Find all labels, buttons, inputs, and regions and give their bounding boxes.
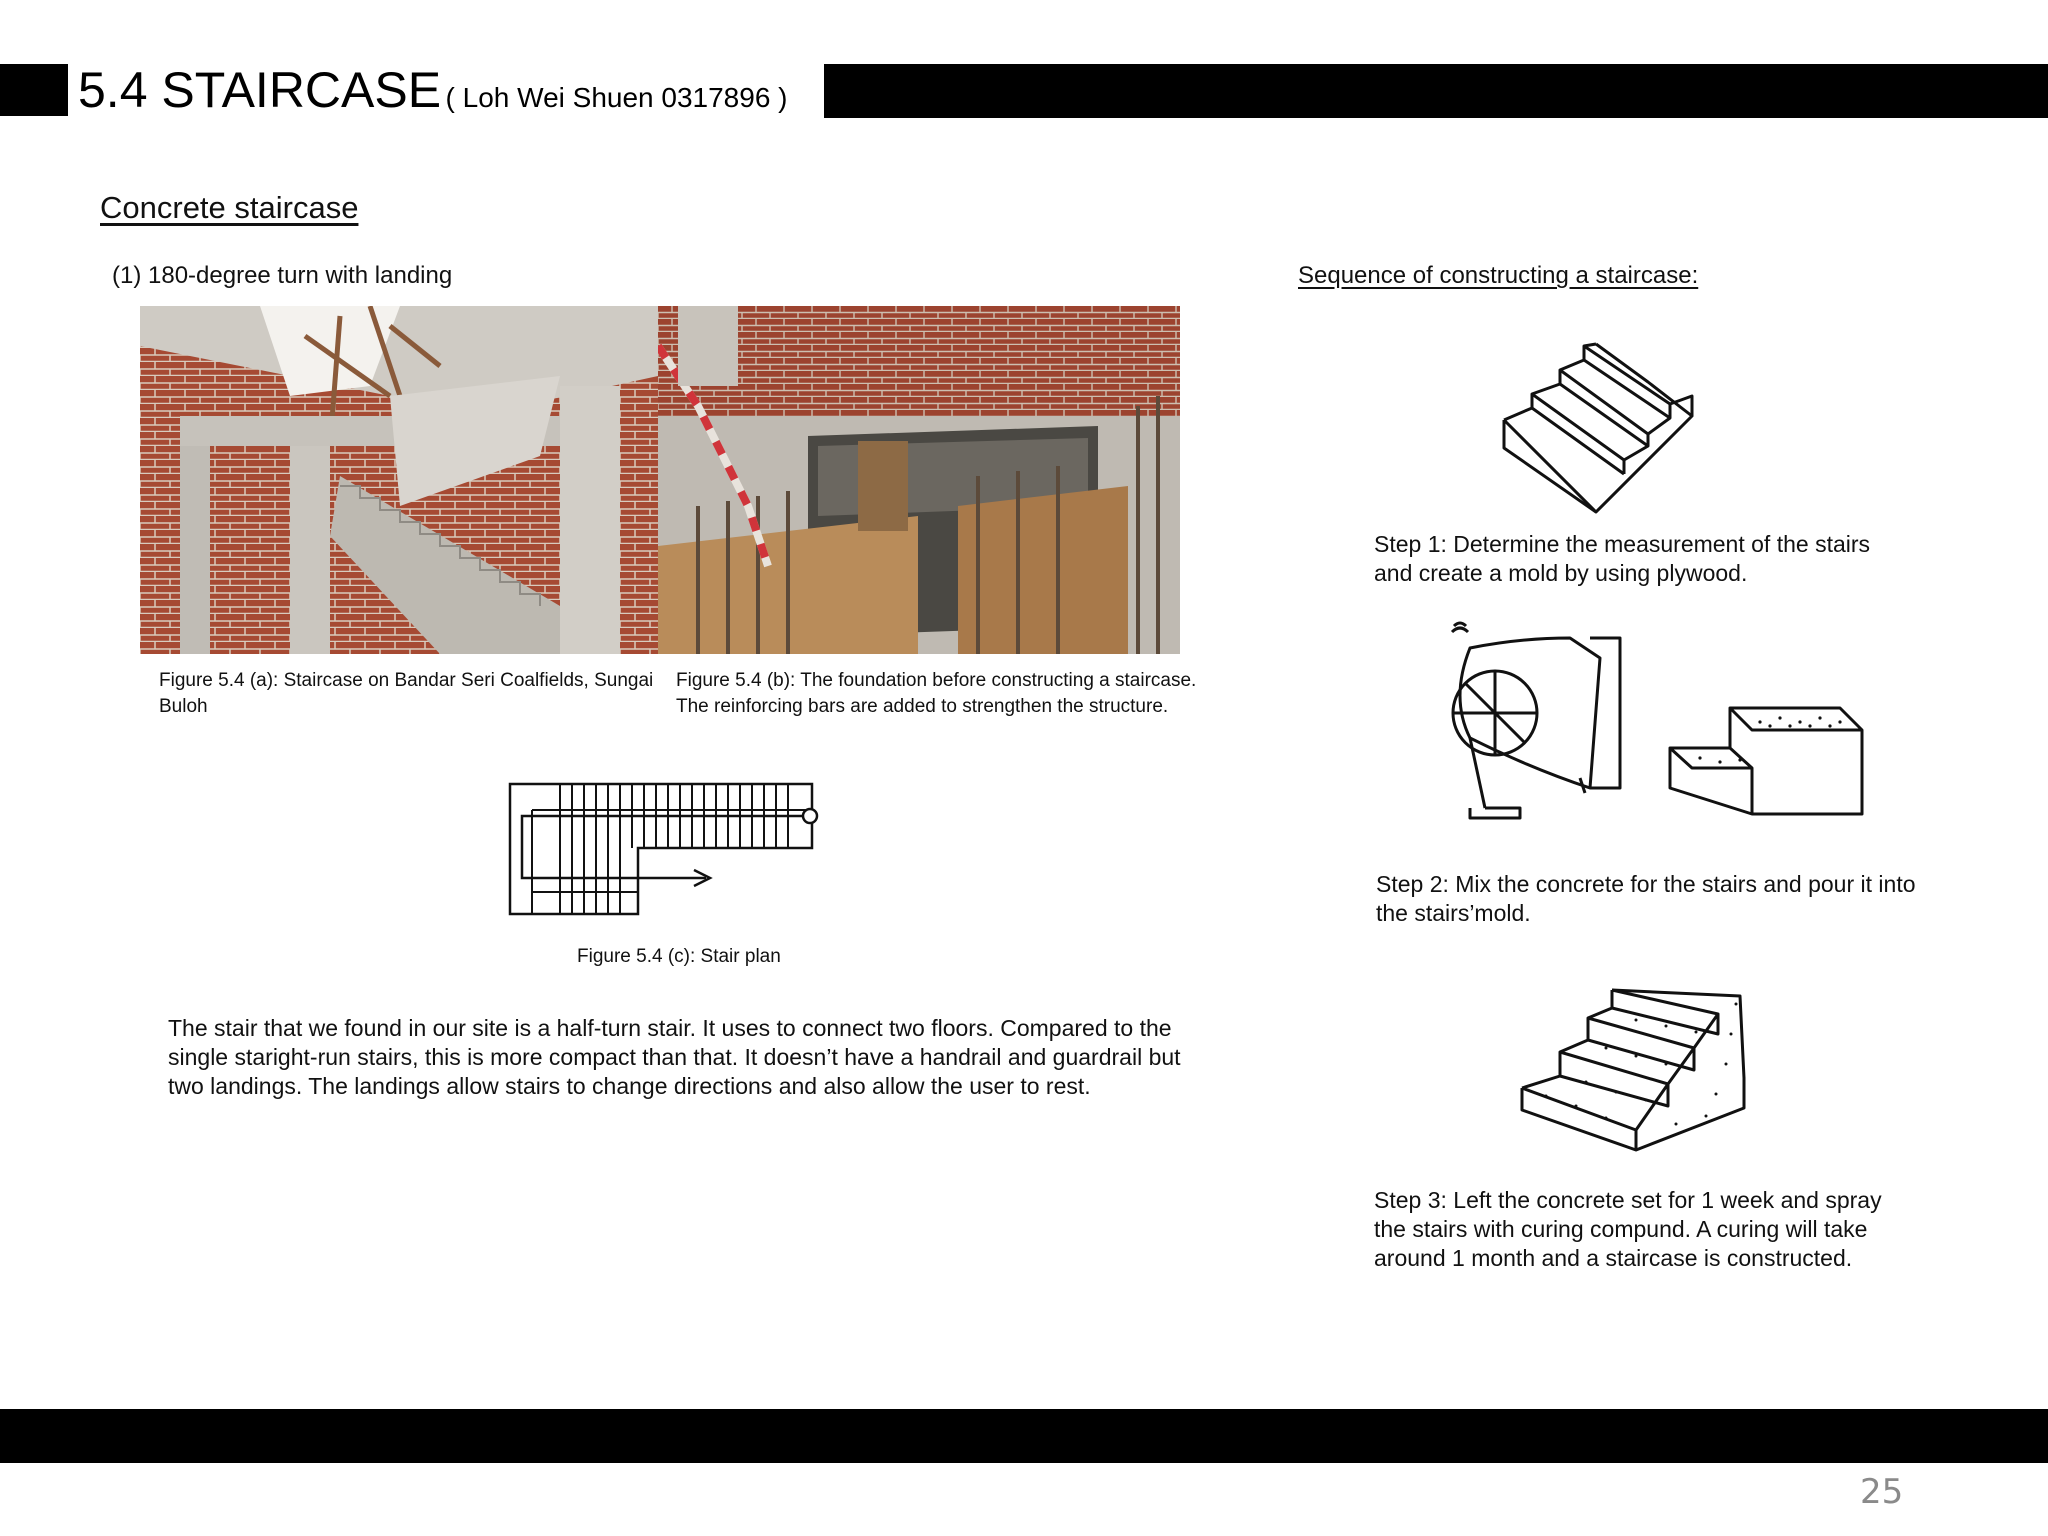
author-text: ( Loh Wei Shuen 0317896 ): [445, 82, 788, 113]
step-1-text: Step 1: Determine the measurement of the stairs and create a mold by using plywood.: [1374, 531, 1871, 586]
step3-sketch: [1516, 984, 1756, 1154]
header-left-bar: [0, 64, 68, 116]
page-number: 25: [1860, 1472, 1904, 1512]
section-title: Concrete staircase: [100, 190, 359, 225]
sequence-title: Sequence of constructing a staircase:: [1298, 262, 1699, 289]
photo-foundation: [658, 306, 1180, 654]
page-title-text: 5.4 STAIRCASE: [78, 62, 442, 118]
figure-a-caption: Figure 5.4 (a): Staircase on Bandar Seri Coalfields, Sungai Buloh: [159, 670, 654, 717]
figure-c-caption: Figure 5.4 (c): Stair plan: [577, 946, 781, 967]
footer-bar: [0, 1409, 2048, 1463]
photo-staircase: [140, 306, 658, 654]
figure-b-caption: Figure 5.4 (b): The foundation before constructing a staircase. The reinforcing bars are added to strengthen the structure.: [676, 670, 1197, 717]
step2-sketch: [1430, 618, 1870, 838]
section-subtitle: (1) 180-degree turn with landing: [112, 262, 453, 289]
step-2-text: Step 2: Mix the concrete for the stairs and pour it into the stairs’mold.: [1376, 871, 1916, 926]
header-right-bar: [824, 64, 2048, 118]
body-paragraph: The stair that we found in our site is a half-turn stair. It uses to connect two floors. Compared to the single staright-run stairs, this is more compact than that. It doesn’t have a handrail and guardrail but two landings. The landings allow stairs to change directions and also allow the user to rest.: [168, 1015, 1181, 1099]
page-title: [78, 62, 788, 118]
step1-sketch: [1496, 338, 1696, 518]
step-3-text: Step 3: Left the concrete set for 1 week and spray the stairs with curing compund. A curing will take around 1 month and a staircase is constructed.: [1374, 1187, 1882, 1271]
stair-plan-drawing: [506, 780, 826, 920]
